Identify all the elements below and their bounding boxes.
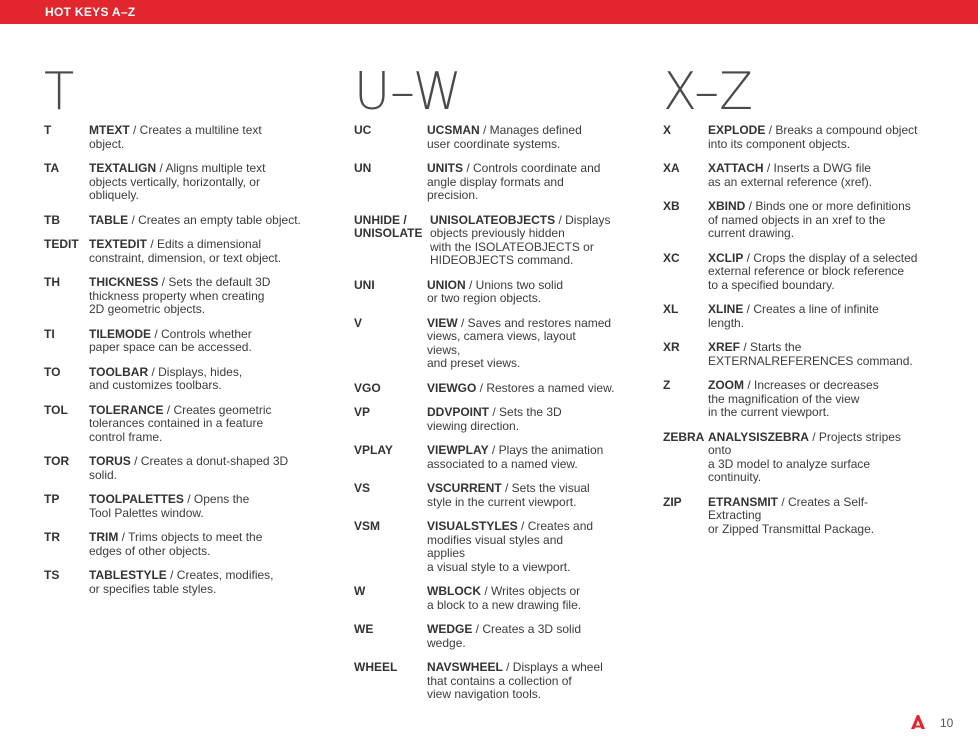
- description-line: [89, 124, 262, 138]
- command-name: ANALYSISZEBRA: [708, 429, 809, 444]
- description-line: [708, 303, 879, 317]
- hotkey-entry: [354, 162, 634, 203]
- description-line: EXTERNALREFERENCES command.: [708, 353, 913, 368]
- description-line: views,: [427, 342, 461, 357]
- description-text: / Binds one or more definitions: [745, 199, 911, 213]
- command-name: TABLESTYLE: [89, 568, 167, 582]
- description-line: view navigation tools.: [427, 687, 542, 701]
- description-line: [427, 279, 563, 293]
- command-name: XBIND: [708, 199, 746, 213]
- hotkey-description: [427, 585, 581, 612]
- command-name: UNITS: [427, 161, 463, 175]
- hotkey-shortcut: TI: [44, 326, 55, 341]
- command-name: VIEWGO: [427, 380, 477, 395]
- hotkey-shortcut: TS: [44, 568, 60, 582]
- description-text: / Writes objects or: [481, 584, 581, 598]
- command-name: VIEWPLAY: [427, 443, 489, 457]
- description-line: [427, 124, 582, 138]
- description-line: [708, 252, 917, 266]
- command-name: TEXTALIGN: [89, 161, 157, 175]
- description-line: external reference or block reference: [708, 264, 905, 278]
- hotkey-entry: [44, 493, 324, 520]
- description-line: [427, 444, 603, 458]
- description-text: / Controls coordinate and: [463, 161, 601, 175]
- hotkey-entry: [663, 379, 963, 420]
- hotkey-description: [89, 366, 242, 393]
- hotkey-entry: [354, 444, 634, 471]
- hotkey-shortcut: ZEBRA: [663, 429, 705, 444]
- description-text: / Opens the: [183, 492, 250, 506]
- description-line: obliquely.: [89, 188, 139, 202]
- description-line: [427, 406, 562, 420]
- description-line: Tool Palettes window.: [89, 505, 204, 520]
- hotkey-entry: [44, 531, 324, 558]
- description-line: [89, 276, 270, 290]
- description-line: object.: [89, 136, 125, 151]
- hotkey-description: [708, 341, 913, 368]
- hotkey-shortcut: XC: [663, 250, 680, 265]
- description-text: / Increases or decreases: [744, 378, 879, 392]
- description-line: or two region objects.: [427, 291, 542, 305]
- description-line: precision.: [427, 188, 479, 202]
- hotkey-description: [427, 279, 563, 306]
- description-text: / Creates a line of infinite: [743, 302, 879, 316]
- description-line: [708, 124, 917, 138]
- description-line: [89, 214, 301, 228]
- hotkey-entry: [354, 279, 634, 306]
- description-line: paper space can be accessed.: [89, 340, 252, 354]
- description-text: / Inserts a DWG file: [763, 161, 871, 175]
- hotkey-description: [708, 303, 879, 330]
- description-line: objects previously hidden: [430, 226, 565, 240]
- description-line: or Zipped Transmittal Package.: [708, 521, 875, 536]
- description-line: user coordinate systems.: [427, 136, 561, 151]
- description-text: / Unions two solid: [465, 277, 564, 292]
- command-name: XREF: [708, 340, 741, 354]
- hotkey-description: [89, 455, 288, 482]
- hotkey-description: [89, 328, 252, 355]
- description-line: continuity.: [708, 470, 762, 484]
- description-line: [89, 569, 274, 583]
- command-name: TRIM: [89, 530, 119, 544]
- command-name: MTEXT: [89, 123, 130, 137]
- hotkey-description: [89, 276, 270, 317]
- hotkey-description: [89, 531, 262, 558]
- hotkey-description: [708, 252, 917, 293]
- description-line: control frame.: [89, 429, 163, 444]
- description-line: constraint, dimension, or text object.: [89, 250, 282, 265]
- hotkey-description: [427, 162, 600, 203]
- command-name: VSCURRENT: [427, 481, 502, 495]
- description-text: / Breaks a compound object: [765, 123, 918, 137]
- description-text: / Creates a multiline text: [129, 123, 262, 137]
- hotkey-shortcut: TOL: [44, 402, 68, 417]
- description-text: / Displays a wheel: [502, 660, 603, 674]
- description-line: [89, 366, 242, 380]
- command-name: WBLOCK: [427, 584, 481, 598]
- description-line: [89, 493, 249, 507]
- hotkey-shortcut: VSM: [354, 519, 381, 533]
- description-line: current drawing.: [708, 226, 795, 240]
- section-heading: U–W: [354, 62, 462, 122]
- hotkey-entry: [663, 252, 963, 293]
- description-line: the magnification of the view: [708, 391, 860, 406]
- hotkey-description: [708, 496, 874, 537]
- section-heading: T: [44, 62, 75, 122]
- description-line: style in the current viewport.: [427, 494, 577, 509]
- command-name: VIEW: [427, 315, 458, 330]
- description-line: [89, 238, 281, 252]
- hotkey-shortcut: UNHIDE / UNISOLATE: [354, 212, 423, 240]
- description-line: [427, 661, 603, 675]
- hotkey-description: [89, 404, 272, 445]
- command-name: NAVSWHEEL: [427, 660, 503, 674]
- description-text: / Sets the visual: [501, 481, 590, 495]
- description-line: onto: [708, 443, 732, 457]
- hotkey-description: [708, 200, 911, 241]
- description-line: [427, 520, 593, 534]
- description-line: 2D geometric objects.: [89, 302, 206, 316]
- command-name: UNISOLATEOBJECTS: [430, 212, 556, 227]
- description-line: [708, 200, 911, 214]
- hotkey-shortcut: UN: [354, 161, 372, 175]
- command-name: UCSMAN: [427, 123, 480, 137]
- description-text: / Controls whether: [151, 326, 252, 341]
- hotkey-entry: [663, 341, 963, 368]
- hotkey-description: [89, 124, 262, 151]
- description-line: associated to a named view.: [427, 456, 578, 471]
- description-line: [89, 531, 262, 545]
- command-name: ZOOM: [708, 378, 744, 392]
- hotkey-entry: [44, 569, 324, 596]
- hotkey-description: [427, 382, 614, 396]
- hotkey-shortcut: ZIP: [663, 494, 682, 509]
- hotkey-shortcut: XA: [663, 161, 680, 175]
- hotkey-entry: [663, 200, 963, 241]
- command-name: THICKNESS: [89, 275, 159, 289]
- description-line: [89, 162, 266, 176]
- description-text: / Creates, modifies,: [166, 568, 274, 582]
- hotkey-entry: [354, 661, 634, 702]
- description-line: as an external reference (xref).: [708, 174, 873, 189]
- section-heading: X–Z: [663, 62, 753, 122]
- description-line: tolerances contained in a feature: [89, 416, 264, 430]
- hotkey-entry: [663, 431, 963, 485]
- description-line: Extracting: [708, 508, 762, 522]
- hotkey-description: [427, 482, 590, 509]
- description-text: / Sets the default 3D: [158, 275, 271, 289]
- hotkey-description: [708, 162, 872, 189]
- hotkey-description: [427, 124, 582, 151]
- command-name: EXPLODE: [708, 123, 766, 137]
- description-line: views, camera views, layout: [427, 329, 576, 343]
- description-text: / Creates a Self-: [778, 494, 869, 509]
- command-name: TABLE: [89, 212, 129, 227]
- hotkey-shortcut: TR: [44, 530, 60, 544]
- description-line: modifies visual styles and: [427, 532, 564, 547]
- hotkey-shortcut: V: [354, 315, 363, 330]
- description-line: [708, 341, 913, 355]
- hotkey-entry: [354, 585, 634, 612]
- command-name: DDVPOINT: [427, 405, 490, 419]
- command-name: WEDGE: [427, 622, 473, 636]
- description-text: / Creates geometric: [163, 402, 272, 417]
- command-name: XATTACH: [708, 161, 764, 175]
- description-text: / Creates an empty table object.: [128, 212, 301, 227]
- description-line: [427, 317, 611, 331]
- hotkey-description: [708, 379, 879, 420]
- description-line: [430, 214, 610, 228]
- hotkey-description: [427, 317, 611, 371]
- description-text: / Saves and restores named: [457, 315, 612, 330]
- hotkey-shortcut: Z: [663, 378, 671, 392]
- page-number: 10: [940, 716, 954, 730]
- description-line: and preset views.: [427, 356, 521, 370]
- description-text: / Sets the 3D: [489, 405, 562, 419]
- hotkey-entry: [44, 214, 324, 228]
- column-x-z: [663, 62, 963, 547]
- command-name: XCLIP: [708, 250, 744, 265]
- description-line: of named objects in an xref to the: [708, 212, 886, 227]
- hotkey-shortcut: XR: [663, 340, 680, 354]
- description-line: objects vertically, horizontally, or: [89, 174, 260, 189]
- hotkey-entry: [44, 276, 324, 317]
- hotkey-entry: [663, 162, 963, 189]
- description-line: [89, 404, 272, 418]
- hotkey-entry: [44, 366, 324, 393]
- description-line: [427, 482, 590, 496]
- command-name: ETRANSMIT: [708, 494, 778, 509]
- description-text: / Creates a 3D solid: [472, 622, 582, 636]
- hotkey-description: [708, 431, 901, 485]
- hotkey-description: [89, 238, 281, 265]
- description-line: [427, 162, 600, 176]
- hotkey-shortcut: WHEEL: [354, 660, 398, 674]
- description-text: / Edits a dimensional: [147, 237, 262, 251]
- hotkey-entry: [354, 406, 634, 433]
- hotkey-description: [89, 214, 301, 228]
- hotkey-description: [89, 162, 266, 203]
- hotkey-shortcut: TP: [44, 492, 60, 506]
- hotkey-description: [427, 406, 562, 433]
- description-line: [708, 431, 901, 445]
- description-text: / Manages defined: [479, 123, 582, 137]
- hotkey-shortcut: T: [44, 123, 52, 137]
- hotkey-entry: [354, 482, 634, 509]
- description-line: [427, 623, 581, 637]
- description-text: / Displays, hides,: [148, 364, 243, 379]
- hotkey-entry: [44, 328, 324, 355]
- description-text: / Creates and: [517, 519, 594, 533]
- description-line: viewing direction.: [427, 418, 520, 433]
- autodesk-a-logo-icon: [910, 714, 926, 730]
- hotkey-entry: [354, 214, 634, 268]
- header-title: HOT KEYS A–Z: [45, 5, 136, 19]
- description-line: [708, 496, 874, 510]
- description-text: / Trims objects to meet the: [118, 530, 263, 544]
- hotkey-shortcut: X: [663, 123, 672, 137]
- description-line: a 3D model to analyze surface: [708, 456, 871, 471]
- hotkey-description: [430, 214, 610, 268]
- description-line: [708, 162, 872, 176]
- description-line: angle display formats and: [427, 174, 564, 189]
- hotkey-entry: [663, 303, 963, 330]
- description-line: [427, 382, 614, 396]
- description-line: thickness property when creating: [89, 288, 265, 303]
- description-line: [427, 585, 581, 599]
- hotkey-entry: [663, 124, 963, 151]
- hotkey-shortcut: UC: [354, 123, 372, 137]
- hotkey-description: [89, 569, 274, 596]
- hotkey-description: [427, 661, 603, 702]
- hotkey-entry: [44, 455, 324, 482]
- hotkey-shortcut: TEDIT: [44, 237, 79, 251]
- description-line: length.: [708, 315, 745, 330]
- hotkey-description: [427, 623, 581, 650]
- hotkey-shortcut: VS: [354, 481, 371, 495]
- hotkey-shortcut: XL: [663, 302, 679, 316]
- hotkey-description: [708, 124, 917, 151]
- hotkey-shortcut: UNI: [354, 277, 375, 292]
- hotkey-description: [427, 520, 593, 574]
- command-name: UNION: [427, 277, 466, 292]
- description-line: solid.: [89, 467, 118, 482]
- hotkey-shortcut: VPLAY: [354, 443, 393, 457]
- description-line: a visual style to a viewport.: [427, 559, 571, 574]
- hotkey-shortcut: TH: [44, 275, 60, 289]
- description-text: / Displays: [555, 212, 611, 227]
- command-name: TEXTEDIT: [89, 237, 148, 251]
- hotkey-shortcut: TOR: [44, 454, 70, 468]
- hotkey-shortcut: WE: [354, 622, 374, 636]
- hotkey-entry: [663, 496, 963, 537]
- description-line: with the ISOLATEOBJECTS or: [430, 239, 594, 254]
- description-text: / Plays the animation: [488, 443, 604, 457]
- hotkey-entry: [354, 520, 634, 574]
- hotkey-entry: [44, 162, 324, 203]
- description-line: to a specified boundary.: [708, 277, 835, 292]
- hotkey-shortcut: VP: [354, 405, 371, 419]
- hotkey-shortcut: TA: [44, 161, 60, 175]
- hotkey-entry: [44, 404, 324, 445]
- description-text: / Crops the display of a selected: [743, 250, 918, 265]
- column-t: [44, 62, 324, 607]
- header-bar: [0, 0, 978, 24]
- hotkey-entry: [44, 124, 324, 151]
- hotkey-shortcut: XB: [663, 199, 680, 213]
- description-line: [708, 379, 879, 393]
- description-text: / Projects stripes: [808, 429, 901, 444]
- description-text: / Restores a named view.: [476, 380, 615, 395]
- description-text: / Starts the: [740, 340, 802, 354]
- command-name: XLINE: [708, 302, 744, 316]
- description-text: / Aligns multiple text: [156, 161, 266, 175]
- column-u-w: [354, 62, 634, 713]
- description-line: edges of other objects.: [89, 543, 211, 558]
- description-line: a block to a new drawing file.: [427, 597, 582, 612]
- command-name: TORUS: [89, 454, 131, 468]
- description-line: applies: [427, 546, 466, 560]
- description-line: and customizes toolbars.: [89, 378, 222, 392]
- hotkey-description: [427, 444, 603, 471]
- description-line: HIDEOBJECTS command.: [430, 253, 574, 267]
- description-line: or specifies table styles.: [89, 581, 217, 596]
- hotkey-shortcut: W: [354, 584, 366, 598]
- hotkey-shortcut: TO: [44, 364, 61, 379]
- description-text: / Creates a donut-shaped 3D: [130, 454, 289, 468]
- hotkey-shortcut: TB: [44, 212, 60, 227]
- command-name: TOLERANCE: [89, 402, 164, 417]
- description-line: in the current viewport.: [708, 405, 830, 419]
- description-line: into its component objects.: [708, 136, 851, 151]
- hotkey-shortcut: VGO: [354, 380, 381, 395]
- hotkey-entry: [354, 317, 634, 371]
- description-line: [89, 455, 288, 469]
- description-line: wedge.: [427, 635, 466, 650]
- command-name: VISUALSTYLES: [427, 519, 518, 533]
- hotkey-entry: [354, 124, 634, 151]
- command-name: TOOLPALETTES: [89, 492, 184, 506]
- command-name: TILEMODE: [89, 326, 151, 341]
- hotkey-entry: [354, 382, 634, 396]
- hotkey-entry: [354, 623, 634, 650]
- description-line: that contains a collection of: [427, 673, 572, 688]
- hotkey-entry: [44, 238, 324, 265]
- description-line: [89, 328, 252, 342]
- command-name: TOOLBAR: [89, 364, 149, 379]
- hotkey-description: [89, 493, 249, 520]
